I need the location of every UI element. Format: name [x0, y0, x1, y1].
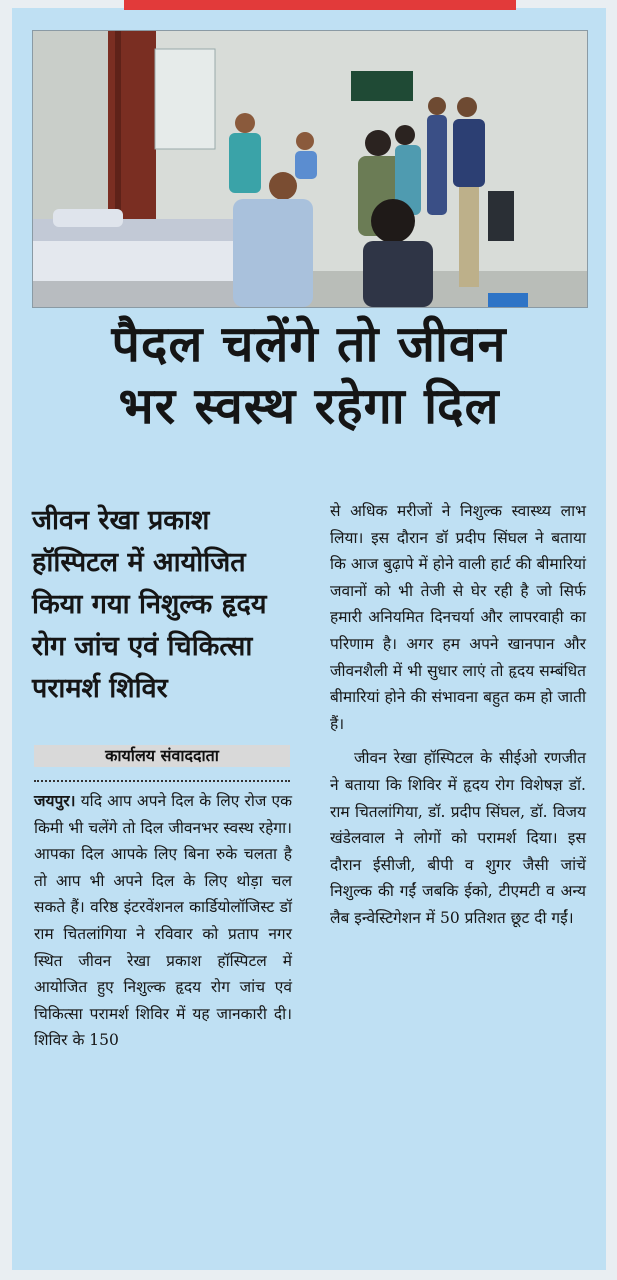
byline-divider: [34, 780, 290, 782]
paragraph-1-right: से अधिक मरीजों ने निशुल्क स्वास्थ्य लाभ लिया। इस दौरान डॉ प्रदीप सिंघल ने बताया कि आज बुढ़ापे में होने वाली हार्ट की बीमारियां जवानों को भी तेजी से घेर रही है जो सिर्फ हमारी अनियमित दिनचर्या और लापरवाही का परिणाम है। अगर हम अपने खानपान और जीवनशैली में भी सुधार लाएं तो हृदय सम्बंधित बीमारियां होने की संभावना बहुत कम हो जाती हैं।: [330, 502, 586, 733]
hospital-camp-photo: [32, 30, 588, 308]
top-accent-bar: [124, 0, 516, 10]
headline-line-2: भर स्वस्थ रहेगा दिल: [118, 377, 500, 435]
dateline: जयपुर।: [34, 791, 76, 810]
newspaper-clipping: [12, 8, 606, 1270]
headline-line-1: पैदल चलेंगे तो जीवन: [111, 315, 507, 373]
paragraph-1-left-text: यदि आप अपने दिल के लिए रोज एक किमी भी चलेंगे तो दिल जीवनभर स्वस्थ रहेगा। आपका दिल आपके लिए बिना रुके चलता है तो आप भी अपने दिल के लिए थोड़ा चल सकते हैं। वरिष्ठ इंटरवेंशनल कार्डियोलॉजिस्ट डॉ राम चितलांगिया ने रविवार को प्रताप नगर स्थित जीवन रेखा प्रकाश हॉस्पिटल में आयोजित हुए निशुल्क हृदय रोग जांच एवं चिकित्सा परामर्श शिविर में यह जानकारी दी। शिविर के 150: [34, 792, 293, 1050]
headline: [32, 313, 586, 437]
subheadline: जीवन रेखा प्रकाश हॉस्पिटल में आयोजित किया गया निशुल्क हृदय रोग जांच एवं चिकित्सा परामर्श शिविर: [32, 505, 267, 704]
photo-illustration: [33, 31, 587, 307]
paragraph-2: जीवन रेखा हॉस्पिटल के सीईओ रणजीत ने बताया कि शिविर में हृदय रोग विशेषज्ञ डॉ. राम चितलांगिया, डॉ. प्रदीप सिंघल, डॉ. विजय खंडेलवाल ने लोगों को परामर्श दिया। इस दौरान ईसीजी, बीपी व शुगर जैसी जांचें निशुल्क की गईं जबकि ईको, टीएमटी व अन्य लैब इन्वेस्टिगेशन में 50 प्रतिशत छूट दी गईं।: [330, 749, 586, 927]
article-column-right: [330, 498, 586, 932]
article-column-left: [34, 788, 292, 1054]
paragraph-1-left: [34, 788, 292, 1054]
byline: कार्यालय संवाददाता: [34, 745, 290, 767]
